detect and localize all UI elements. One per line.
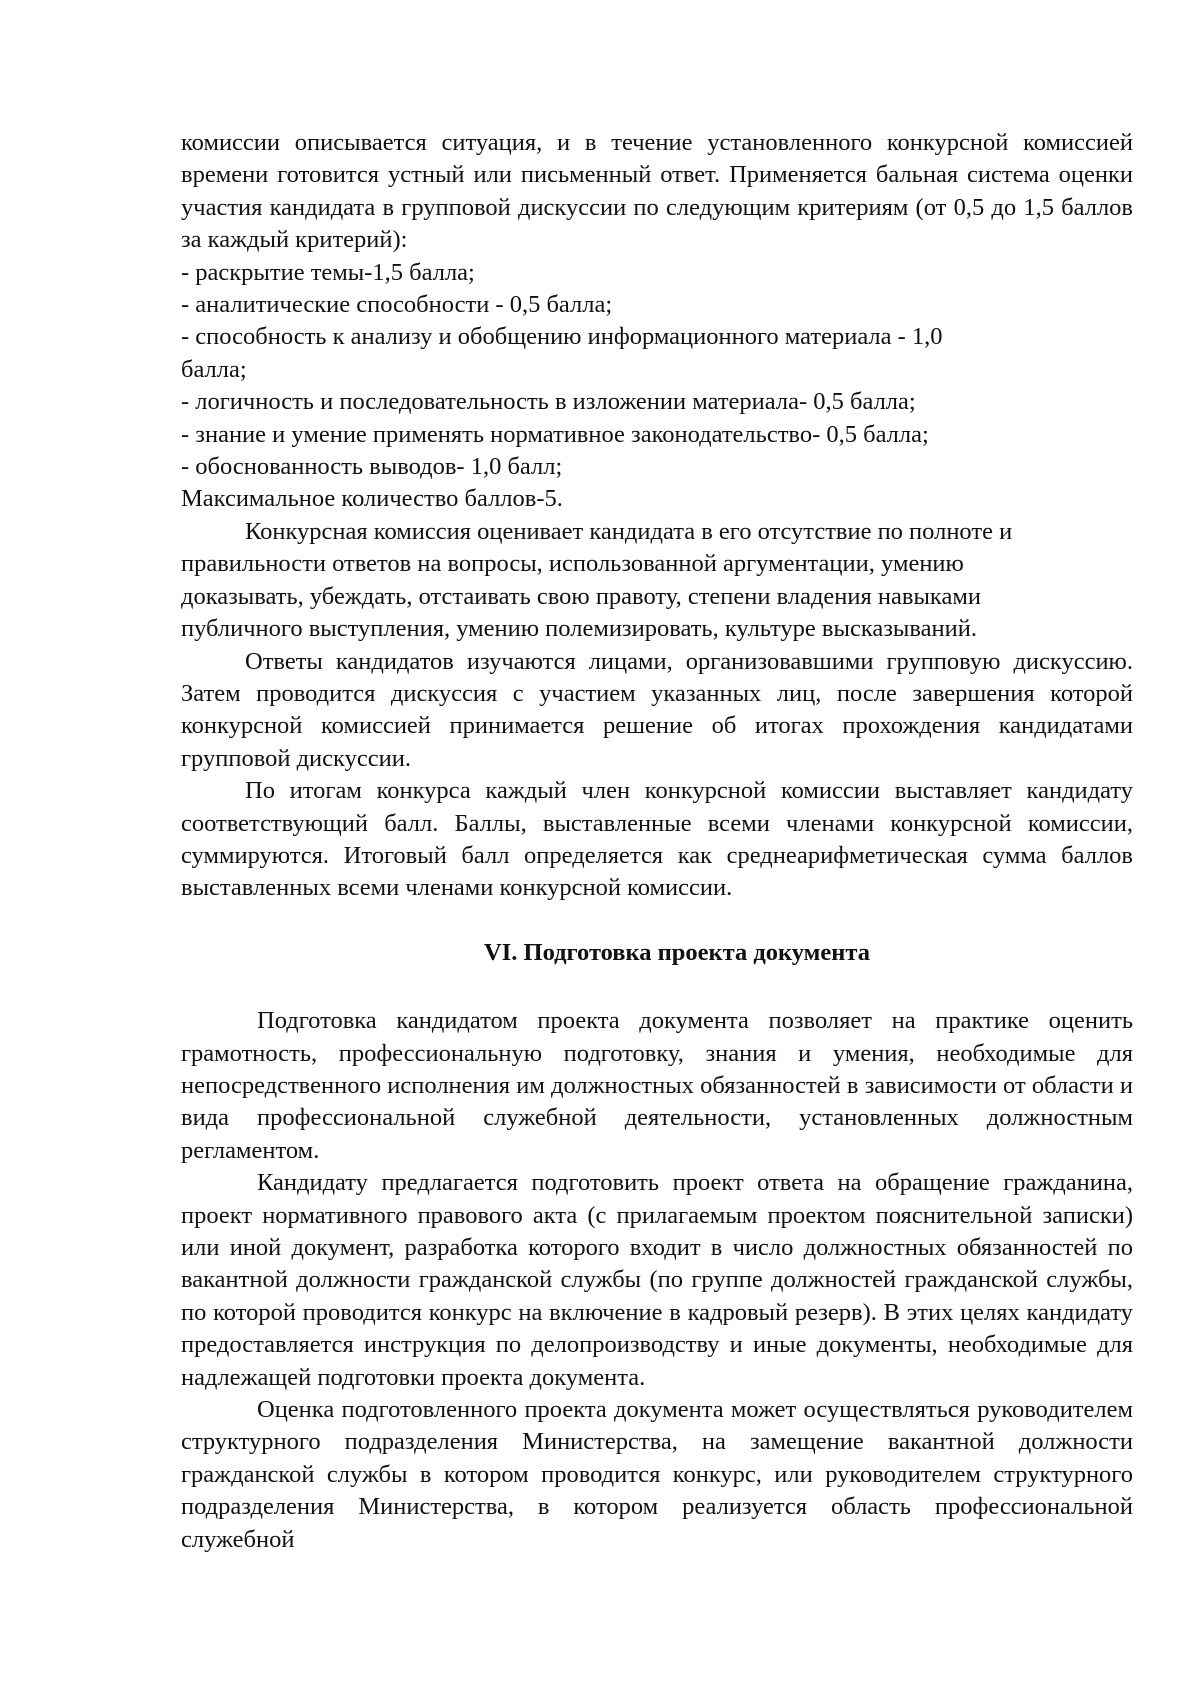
intro-paragraph: комиссии описывается ситуация, и в течение установленного конкурсной комиссией времени готовится устный или письменный ответ. Применяется бальная система оценки участия кандидата в групповой дискуссии по следующим критериям (от 0,5 до 1,5 баллов за каждый критерий): [181, 129, 1133, 254]
paragraph: По итогам конкурса каждый член конкурсной комиссии выставляет кандидату соответствующий балл. Баллы, выставленные всеми членами конкурсной комиссии, суммируются. Итоговый балл определяется как среднеарифметическая сумма баллов выставленных всеми членами конкурсной комиссии. [181, 777, 1133, 902]
criteria-item: - раскрытие темы-1,5 балла; [181, 258, 475, 286]
document-page [181, 127, 1133, 1556]
max-score: Максимальное количество баллов-5. [181, 485, 563, 513]
criteria-item: - аналитические способности - 0,5 балла; [181, 291, 613, 319]
criteria-item: - обоснованность выводов- 1,0 балл; [181, 453, 563, 481]
section-heading: VI. Подготовка проекта документа [484, 938, 870, 966]
paragraph: Ответы кандидатов изучаются лицами, организовавшими групповую дискуссию. Затем проводится дискуссия с участием указанных лиц, после завершения которой конкурсной комиссией принимается решение об итогах прохождения кандидатами групповой дискуссии. [181, 647, 1133, 772]
criteria-item: - логичность и последовательность в изложении материала- 0,5 балла; [181, 388, 916, 416]
criteria-item: - знание и умение применять нормативное законодательство- 0,5 балла; [181, 420, 929, 448]
paragraph: Конкурсная комиссия оценивает кандидата в его отсутствие по полноте и правильности ответов на вопросы, использованной аргументации, умению доказывать, убеждать, отстаивать свою правоту, степени владения навыками публичного выступления, умению полемизировать, культуре высказываний. [181, 517, 1013, 643]
criteria-list [181, 257, 1133, 484]
paragraph: Кандидату предлагается подготовить проект ответа на обращение гражданина, проект нормативного правового акта (с прилагаемым проектом пояснительной записки) или иной документ, разработка которого входит в число должностных обязанностей по вакантной должности гражданской службы (по группе должностей гражданской службы, по которой проводится конкурс на включение в кадровый резерв). В этих целях кандидату предоставляется инструкция по делопроизводству и иные документы, необходимые для надлежащей подготовки проекта документа. [181, 1169, 1133, 1391]
paragraph: Оценка подготовленного проекта документа может осуществляться руководителем структурного подразделения Министерства, на замещение вакантной должности гражданской службы в котором проводится конкурс, или руководителем структурного подразделения Министерства, в котором реализуется область профессиональной служебной [181, 1396, 1133, 1553]
paragraph: Подготовка кандидатом проекта документа позволяет на практике оценить грамотность, профессиональную подготовку, знания и умения, необходимые для непосредственного исполнения им должностных обязанностей в зависимости от области и вида профессиональной служебной деятельности, установленных должностным регламентом. [181, 1007, 1133, 1164]
criteria-item: - способность к анализу и обобщению информационного материала - 1,0 балла; [181, 323, 943, 383]
